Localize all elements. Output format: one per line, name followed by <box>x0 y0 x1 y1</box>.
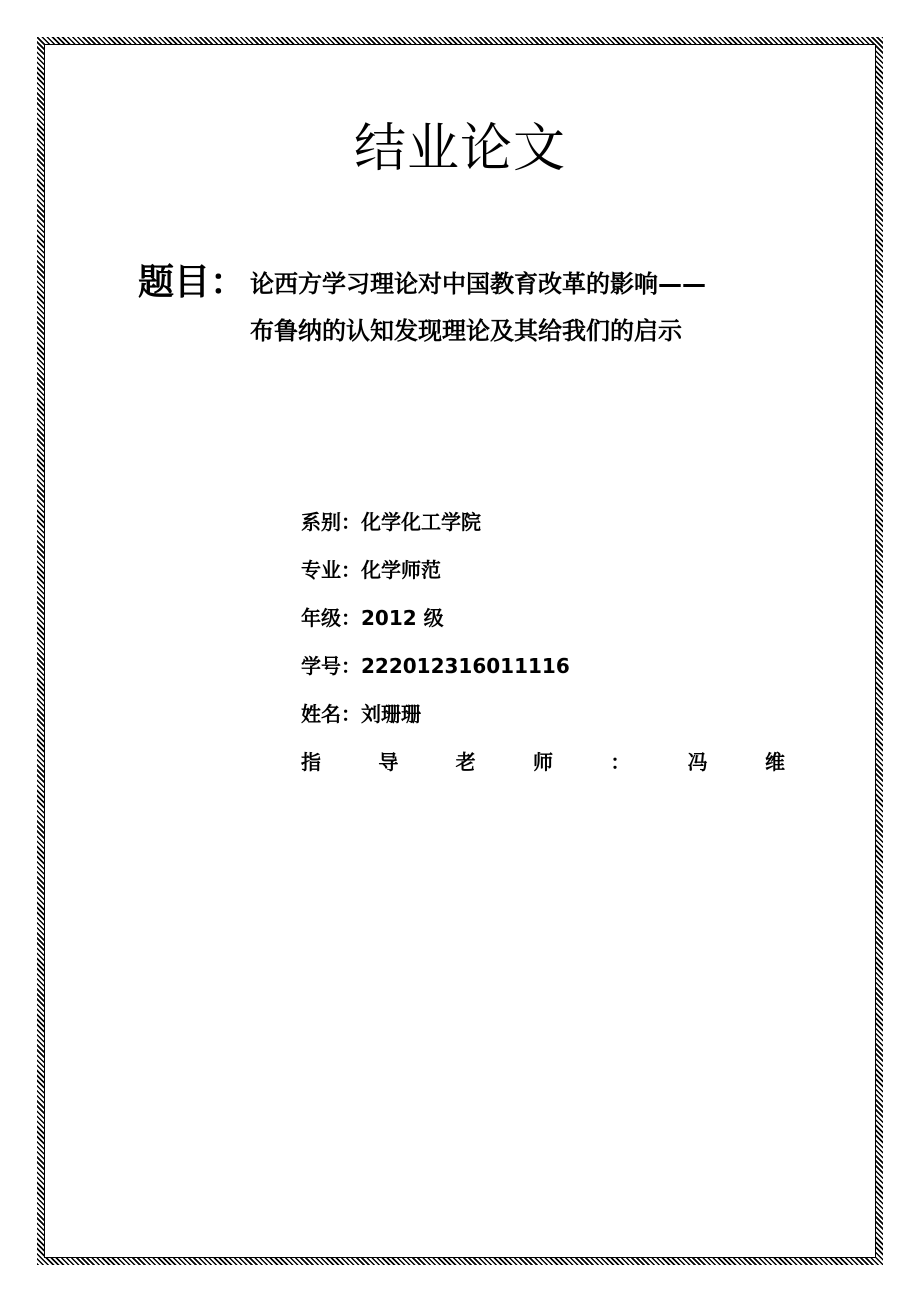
advisor-char: 导 <box>378 750 399 774</box>
advisor-char: ： <box>610 750 631 774</box>
grade-line: 年级：2012 级 <box>301 606 444 630</box>
student-name-line: 姓名：刘珊珊 <box>301 702 421 726</box>
advisor-char: 师 <box>532 750 553 774</box>
topic-line-1: 论西方学习理论对中国教育改革的影响—— <box>250 270 706 298</box>
advisor-line <box>301 748 785 776</box>
topic-label: 题目： <box>138 262 247 303</box>
advisor-char: 指 <box>301 750 321 774</box>
page-title: 结业论文 <box>353 119 566 179</box>
topic-line-2: 布鲁纳的认知发现理论及其给我们的启示 <box>250 317 682 345</box>
advisor-char: 维 <box>764 750 785 774</box>
advisor-char: 冯 <box>687 750 708 774</box>
student-id-line: 学号：222012316011116 <box>301 654 570 678</box>
department-line: 系别：化学化工学院 <box>301 510 481 534</box>
advisor-char: 老 <box>455 750 476 774</box>
major-line: 专业：化学师范 <box>301 558 441 582</box>
page-border-inner <box>44 44 876 1258</box>
